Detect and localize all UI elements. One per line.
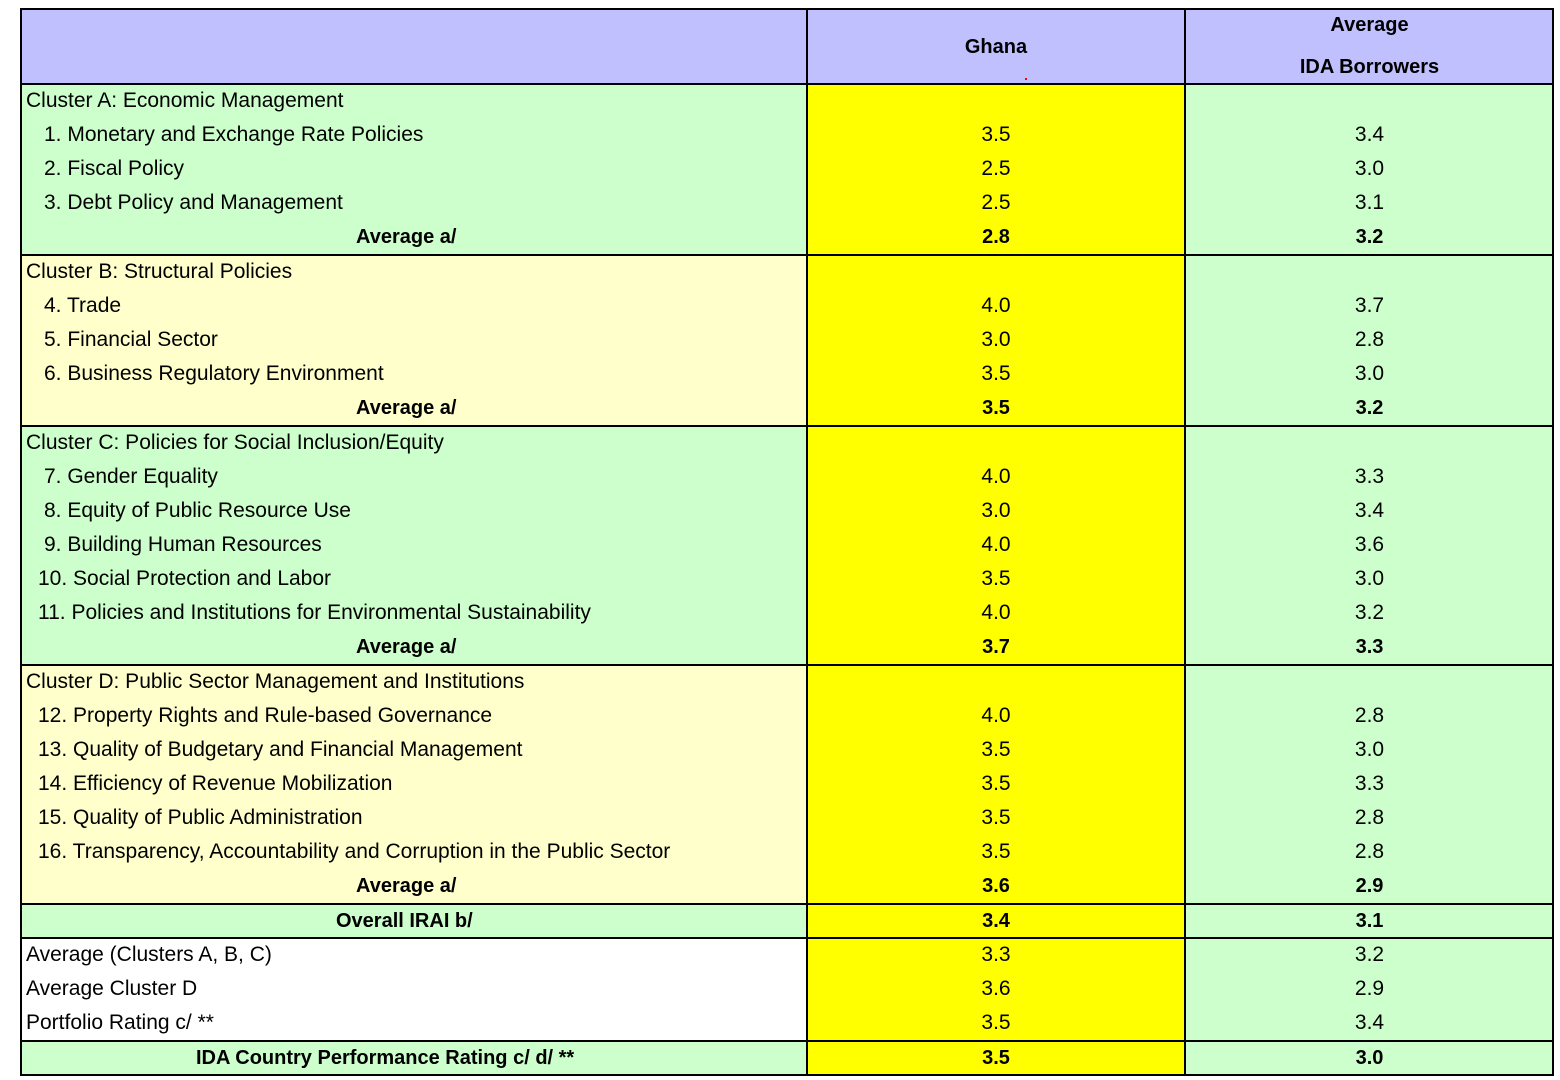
item-1-ida: 3.4: [1354, 123, 1385, 146]
item-16-label: 16. Transparency, Accountability and Corruption in the Public Sector: [38, 840, 671, 863]
final-ghana-cell: [807, 1041, 1185, 1076]
border-summary: [20, 1040, 1554, 1042]
item-16-ida: 2.8: [1354, 840, 1385, 863]
summary-ghana-col: [807, 938, 1185, 1041]
item-7-ida: 3.3: [1354, 465, 1385, 488]
overall-ghana-cell: [807, 904, 1185, 938]
cluster-d-average-ghana: 3.6: [982, 875, 1010, 897]
item-15-ida: 2.8: [1354, 806, 1385, 829]
cluster-d-title: Cluster D: Public Sector Management and Institutions: [26, 670, 525, 693]
header-average-cell: [1185, 8, 1554, 84]
border-cluster-c: [20, 664, 1554, 666]
border-top: [20, 8, 1554, 10]
summary-block: [20, 938, 1554, 1041]
item-3-ida: 3.1: [1354, 191, 1385, 214]
cluster-a-average-ida: 3.2: [1355, 226, 1384, 248]
table-body: [20, 8, 1554, 1076]
item-4-ghana: 4.0: [981, 294, 1011, 317]
red-dot-mark: [1025, 78, 1027, 80]
item-9-label: 9. Building Human Resources: [44, 533, 322, 556]
item-12-ida: 2.8: [1354, 704, 1385, 727]
item-7-ghana: 4.0: [981, 465, 1011, 488]
item-3-label: 3. Debt Policy and Management: [44, 191, 343, 214]
cluster-c-average-ghana: 3.7: [982, 636, 1010, 658]
final-ida: 3.0: [1355, 1047, 1384, 1069]
cluster-d-average-label: Average a/: [356, 875, 457, 897]
item-2-label: 2. Fiscal Policy: [44, 157, 185, 180]
item-2-ghana: 2.5: [981, 157, 1011, 180]
item-10-ida: 3.0: [1354, 567, 1385, 590]
cluster-c-average-label: Average a/: [356, 636, 457, 658]
item-12-label: 12. Property Rights and Rule-based Governance: [38, 704, 493, 727]
overall-ida: 3.1: [1355, 910, 1384, 932]
item-13-ghana: 3.5: [981, 738, 1011, 761]
item-8-label: 8. Equity of Public Resource Use: [44, 499, 351, 522]
header-country-label: Ghana: [964, 36, 1028, 58]
overall-ghana: 3.4: [982, 910, 1010, 932]
border-header-bottom: [20, 83, 1554, 85]
cluster-c-ida-col: [1185, 426, 1554, 665]
cluster-a-block: [20, 84, 1554, 255]
cluster-b-label-col: [20, 255, 807, 426]
item-4-ida: 3.7: [1354, 294, 1385, 317]
final-label-cell: [20, 1041, 807, 1076]
summary-avg-d-label: Average Cluster D: [26, 977, 198, 1000]
border-right: [1552, 8, 1554, 1076]
cluster-a-average-ghana: 2.8: [982, 226, 1010, 248]
header-row: [20, 8, 1554, 84]
cluster-a-label-col: [20, 84, 807, 255]
item-6-ida: 3.0: [1354, 362, 1385, 385]
item-10-label: 10. Social Protection and Labor: [38, 567, 332, 590]
item-7-label: 7. Gender Equality: [44, 465, 218, 488]
item-15-ghana: 3.5: [981, 806, 1011, 829]
item-11-ida: 3.2: [1354, 601, 1385, 624]
cluster-c-block: [20, 426, 1554, 665]
cluster-d-ghana-col: [807, 665, 1185, 904]
item-12-ghana: 4.0: [981, 704, 1011, 727]
summary-avg-d-ida: 2.9: [1354, 977, 1385, 1000]
final-label: IDA Country Performance Rating c/ d/ **: [196, 1047, 575, 1069]
border-bottom: [20, 1074, 1554, 1076]
header-average-line2: IDA Borrowers: [1299, 56, 1440, 78]
overall-row: [20, 904, 1554, 938]
item-5-label: 5. Financial Sector: [44, 328, 218, 351]
item-5-ida: 2.8: [1354, 328, 1385, 351]
cluster-a-average-label: Average a/: [356, 226, 457, 248]
summary-portfolio-label: Portfolio Rating c/ **: [26, 1011, 214, 1034]
item-8-ida: 3.4: [1354, 499, 1385, 522]
header-average-line1: Average: [1330, 14, 1409, 36]
item-2-ida: 3.0: [1354, 157, 1385, 180]
item-15-label: 15. Quality of Public Administration: [38, 806, 363, 829]
item-5-ghana: 3.0: [981, 328, 1011, 351]
cluster-a-ghana-col: [807, 84, 1185, 255]
border-left: [20, 8, 22, 1076]
item-4-label: 4. Trade: [44, 294, 122, 317]
cluster-b-average-label: Average a/: [356, 397, 457, 419]
cluster-b-ida-col: [1185, 255, 1554, 426]
item-1-ghana: 3.5: [981, 123, 1011, 146]
summary-avg-d-ghana: 3.6: [981, 977, 1011, 1000]
cpia-table: [20, 8, 1554, 1076]
border-cluster-a: [20, 254, 1554, 256]
item-10-ghana: 3.5: [981, 567, 1011, 590]
cluster-b-block: [20, 255, 1554, 426]
item-14-ghana: 3.5: [981, 772, 1011, 795]
cluster-b-ghana-col: [807, 255, 1185, 426]
item-6-ghana: 3.5: [981, 362, 1011, 385]
item-9-ghana: 4.0: [981, 533, 1011, 556]
item-16-ghana: 3.5: [981, 840, 1011, 863]
overall-label-cell: [20, 904, 807, 938]
final-ghana: 3.5: [982, 1047, 1010, 1069]
summary-avg-abc-label: Average (Clusters A, B, C): [26, 943, 272, 966]
cluster-b-title: Cluster B: Structural Policies: [26, 260, 293, 283]
item-6-label: 6. Business Regulatory Environment: [44, 362, 384, 385]
border-cluster-d: [20, 903, 1554, 905]
cluster-d-ida-col: [1185, 665, 1554, 904]
cluster-d-average-ida: 2.9: [1355, 875, 1384, 897]
cluster-b-average-ida: 3.2: [1355, 397, 1384, 419]
cluster-c-title: Cluster C: Policies for Social Inclusion/Equity: [26, 431, 444, 454]
cluster-a-title: Cluster A: Economic Management: [26, 89, 344, 112]
item-11-ghana: 4.0: [981, 601, 1011, 624]
item-9-ida: 3.6: [1354, 533, 1385, 556]
overall-ida-cell: [1185, 904, 1554, 938]
summary-portfolio-ghana: 3.5: [981, 1011, 1011, 1034]
cluster-d-block: [20, 665, 1554, 904]
item-13-label: 13. Quality of Budgetary and Financial Management: [38, 738, 523, 761]
item-14-ida: 3.3: [1354, 772, 1385, 795]
border-col3: [1184, 8, 1186, 1076]
summary-label-col: [20, 938, 807, 1041]
item-8-ghana: 3.0: [981, 499, 1011, 522]
cluster-c-ghana-col: [807, 426, 1185, 665]
item-11-label: 11. Policies and Institutions for Environmental Sustainability: [38, 601, 591, 624]
cluster-c-label-col: [20, 426, 807, 665]
overall-label: Overall IRAI b/: [336, 910, 473, 932]
border-overall: [20, 937, 1554, 939]
item-3-ghana: 2.5: [981, 191, 1011, 214]
final-row: [20, 1041, 1554, 1076]
border-col2: [806, 8, 808, 1076]
cluster-c-average-ida: 3.3: [1355, 636, 1384, 658]
cluster-a-ida-col: [1185, 84, 1554, 255]
item-13-ida: 3.0: [1354, 738, 1385, 761]
border-cluster-b: [20, 425, 1554, 427]
header-blank-cell: [20, 8, 807, 84]
item-1-label: 1. Monetary and Exchange Rate Policies: [44, 123, 424, 146]
cluster-b-average-ghana: 3.5: [982, 397, 1010, 419]
summary-avg-abc-ghana: 3.3: [981, 943, 1011, 966]
final-ida-cell: [1185, 1041, 1554, 1076]
cluster-d-label-col: [20, 665, 807, 904]
summary-portfolio-ida: 3.4: [1354, 1011, 1385, 1034]
summary-ida-col: [1185, 938, 1554, 1041]
header-country-cell: [807, 8, 1185, 84]
summary-avg-abc-ida: 3.2: [1354, 943, 1385, 966]
item-14-label: 14. Efficiency of Revenue Mobilization: [38, 772, 393, 795]
